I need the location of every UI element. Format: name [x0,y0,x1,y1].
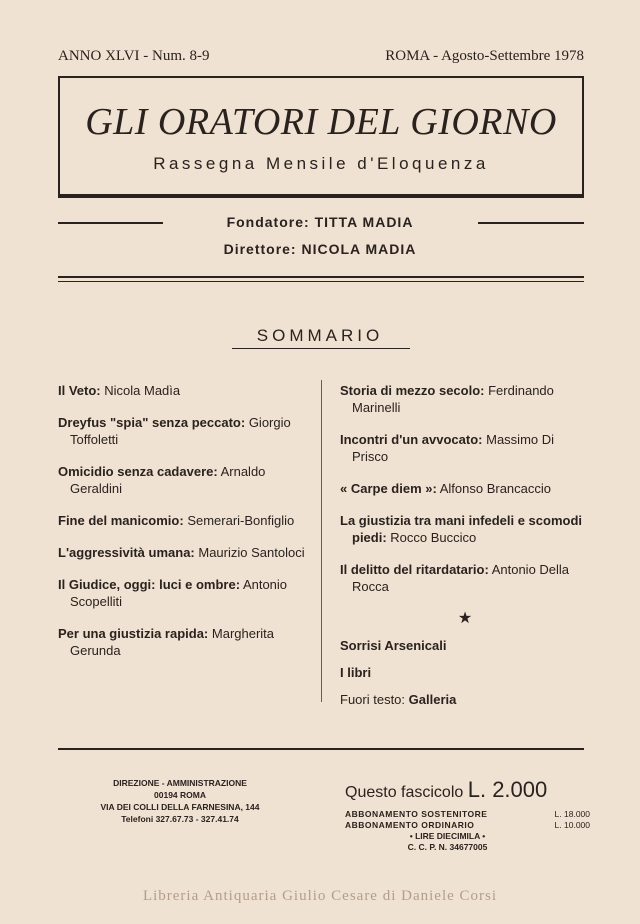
place-date: ROMA - Agosto-Settembre 1978 [385,48,584,64]
address-line: Telefoni 327.67.73 - 327.41.74 [121,814,239,824]
subscription-price: L. 10.000 [554,820,590,830]
rule [58,748,584,750]
director-label: Direttore: [223,241,297,257]
founder-line [0,214,640,230]
contents-item: Fuori testo: Galleria [340,692,457,707]
contents-item: La giustizia tra mani infedeli e scomodi piedi: Rocco Buccico [340,513,582,545]
price-in-words: • LIRE DIECIMILA • [409,831,486,841]
price-label: Questo fascicolo [345,784,464,801]
contents-item: « Carpe diem »: Alfonso Brancaccio [340,481,552,496]
subscription-price: L. 18.000 [554,809,590,819]
contents-item: I libri [340,665,372,680]
magazine-title: GLI ORATORI DEL GIORNO [85,101,557,143]
price: L. 2.000 [467,777,548,802]
contents-title: SOMMARIO [256,326,384,345]
address-line: VIA DEI COLLI DELLA FARNESINA, 144 [100,802,260,812]
director-name: NICOLA MADIA [301,241,417,257]
rule [58,276,584,278]
contents-item: Sorrisi Arsenicali [340,638,447,653]
issue-number: ANNO XLVI - Num. 8-9 [58,48,210,64]
masthead [58,76,584,196]
watermark: Libreria Antiquaria Giulio Cesare di Daniele Corsi [142,888,498,904]
magazine-subtitle: Rassegna Mensile d'Eloquenza [153,154,489,173]
contents-item: Per una giustizia rapida: Margherita Gerunda [58,626,275,658]
founder-label: Fondatore: [226,214,310,230]
contents-item: Incontri d'un avvocato: Massimo Di Prisco [340,432,555,464]
subscription-label: ABBONAMENTO SOSTENITORE [345,809,488,819]
rule [58,196,584,198]
column-divider [321,380,322,702]
contents-item: Il Giudice, oggi: luci e ombre: Antonio Scopelliti [58,577,288,609]
rule [232,348,410,349]
star-ornament: ★ [457,610,473,627]
contents-right-column [340,382,590,723]
postal-account: C. C. P. N. 34677005 [407,842,488,852]
contents-item: Il delitto del ritardatario: Antonio Della Rocca [340,562,570,594]
contents-item: Dreyfus "spia" senza peccato: Giorgio Toffoletti [58,415,291,447]
address-line: 00194 ROMA [154,790,206,800]
price-block [345,778,590,853]
address-block [60,777,300,825]
contents-item: Storia di mezzo secolo: Ferdinando Marinelli [340,383,554,415]
contents-item: L'aggressività umana: Maurizio Santoloci [58,545,305,560]
founder-name: TITTA MADIA [314,214,414,230]
rule [58,281,584,282]
contents-left-column [58,382,308,674]
contents-item: Omicidio senza cadavere: Arnaldo Geraldini [58,464,266,496]
contents-item: Fine del manicomio: Semerari-Bonfiglio [58,513,295,528]
subscription-label: ABBONAMENTO ORDINARIO [345,820,475,830]
contents-item: Il Veto: Nicola Madìa [58,383,181,398]
director-line [0,241,640,257]
address-line: DIREZIONE - AMMINISTRAZIONE [113,778,247,788]
